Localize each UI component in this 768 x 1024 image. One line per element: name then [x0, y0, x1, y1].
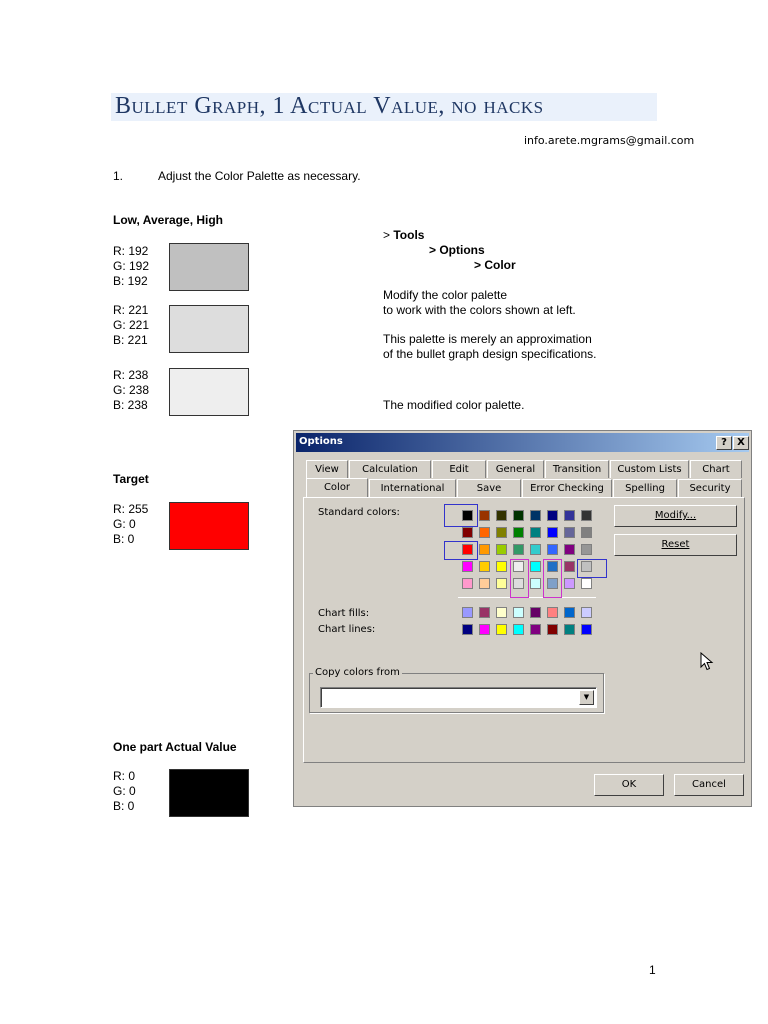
chart-fill-cell[interactable]: [530, 607, 541, 618]
chart-fill-cell[interactable]: [496, 607, 507, 618]
cancel-button[interactable]: Cancel: [674, 774, 744, 796]
rgb-low-g: G: 192: [113, 259, 150, 273]
author-email[interactable]: info.arete.mgrams@gmail.com: [524, 134, 695, 147]
close-icon[interactable]: X: [733, 436, 749, 450]
standard-color-cell[interactable]: [496, 527, 507, 538]
standard-color-cell[interactable]: [547, 527, 558, 538]
standard-color-cell[interactable]: [513, 544, 524, 555]
tab-color[interactable]: Color: [306, 478, 368, 498]
rgb-actual: [113, 769, 136, 814]
help-icon[interactable]: ?: [716, 436, 732, 450]
menu-prefix: >: [383, 228, 394, 242]
instruction-line: Modify the color palette: [383, 288, 508, 302]
mouse-pointer-icon: [700, 652, 714, 672]
standard-color-cell[interactable]: [547, 561, 558, 572]
standard-color-cell[interactable]: [564, 510, 575, 521]
rgb-average: [113, 303, 149, 348]
chart-line-cell[interactable]: [479, 624, 490, 635]
standard-color-cell[interactable]: [479, 561, 490, 572]
swatch-target: [169, 502, 249, 550]
instruction-line: This palette is merely an approximation: [383, 332, 592, 346]
rgb-target: [113, 502, 148, 547]
tab-international[interactable]: International: [369, 479, 456, 497]
reset-button-label: Reset: [661, 539, 690, 550]
standard-color-cell[interactable]: [462, 527, 473, 538]
swatch-low: [169, 243, 249, 291]
rgb-high: [113, 368, 149, 413]
rgb-actual-b: B: 0: [113, 799, 135, 813]
menu-path-color: > Color: [474, 258, 516, 272]
rgb-high-r: R: 238: [113, 368, 149, 382]
reset-button[interactable]: [614, 534, 737, 556]
standard-color-cell[interactable]: [581, 544, 592, 555]
rgb-average-r: R: 221: [113, 303, 149, 317]
menu-path-tools: [383, 228, 424, 242]
rgb-average-b: B: 221: [113, 333, 148, 347]
standard-color-cell[interactable]: [496, 578, 507, 589]
rgb-high-b: B: 238: [113, 398, 148, 412]
standard-color-cell[interactable]: [462, 578, 473, 589]
rgb-average-g: G: 221: [113, 318, 150, 332]
swatch-high: [169, 368, 249, 416]
standard-color-cell[interactable]: [462, 544, 473, 555]
tab-edit[interactable]: Edit: [432, 460, 486, 478]
dialog-title: Options: [299, 436, 343, 447]
chart-line-cell[interactable]: [581, 624, 592, 635]
rgb-target-r: R: 255: [113, 502, 149, 516]
dialog-titlebar[interactable]: [296, 433, 749, 452]
rgb-low-b: B: 192: [113, 274, 148, 288]
rgb-target-g: G: 0: [113, 517, 136, 531]
heading-target: Target: [113, 472, 149, 486]
chart-fill-cell[interactable]: [479, 607, 490, 618]
chart-line-cell[interactable]: [530, 624, 541, 635]
standard-color-cell[interactable]: [479, 527, 490, 538]
standard-color-cell[interactable]: [564, 578, 575, 589]
chart-fills-label: Chart fills:: [318, 608, 370, 619]
heading-actual-value: One part Actual Value: [113, 740, 237, 754]
tab-transition[interactable]: Transition: [545, 460, 609, 478]
tab-chart[interactable]: Chart: [690, 460, 742, 478]
tab-spelling[interactable]: Spelling: [613, 479, 677, 497]
menu-path-options: > Options: [429, 243, 485, 257]
standard-color-cell[interactable]: [530, 578, 541, 589]
chart-line-cell[interactable]: [513, 624, 524, 635]
standard-color-cell[interactable]: [581, 510, 592, 521]
tab-save[interactable]: Save: [457, 479, 521, 497]
page-title: Bullet Graph, 1 Actual Value, no hacks: [115, 93, 544, 119]
standard-color-cell[interactable]: [547, 578, 558, 589]
standard-color-cell[interactable]: [513, 578, 524, 589]
rgb-target-b: B: 0: [113, 532, 135, 546]
instruction-paragraph-3: The modified color palette.: [383, 398, 525, 412]
standard-color-cell[interactable]: [547, 544, 558, 555]
standard-color-cell[interactable]: [581, 561, 592, 572]
standard-color-cell[interactable]: [530, 544, 541, 555]
standard-color-cell[interactable]: [513, 510, 524, 521]
rgb-actual-r: R: 0: [113, 769, 136, 783]
standard-color-cell[interactable]: [564, 561, 575, 572]
tab-view[interactable]: View: [306, 460, 348, 478]
standard-color-cell[interactable]: [513, 527, 524, 538]
rgb-high-g: G: 238: [113, 383, 150, 397]
modify-button[interactable]: [614, 505, 737, 527]
standard-color-cell[interactable]: [462, 510, 473, 521]
standard-color-cell[interactable]: [581, 527, 592, 538]
instruction-paragraph-1: [383, 288, 576, 318]
tab-custom-lists[interactable]: Custom Lists: [610, 460, 689, 478]
chart-fill-cell[interactable]: [581, 607, 592, 618]
tab-calculation[interactable]: Calculation: [349, 460, 431, 478]
standard-color-cell[interactable]: [530, 527, 541, 538]
options-dialog: [293, 430, 752, 807]
page-number: 1: [649, 963, 656, 977]
chart-line-cell[interactable]: [462, 624, 473, 635]
ok-button[interactable]: OK: [594, 774, 664, 796]
tab-general[interactable]: General: [487, 460, 544, 478]
copy-colors-select[interactable]: [320, 687, 597, 708]
chart-fill-cell[interactable]: [513, 607, 524, 618]
copy-colors-label: Copy colors from: [315, 667, 400, 678]
standard-color-cell[interactable]: [479, 578, 490, 589]
standard-color-cell[interactable]: [479, 544, 490, 555]
standard-color-cell[interactable]: [496, 510, 507, 521]
chart-fill-cell[interactable]: [564, 607, 575, 618]
standard-color-cell[interactable]: [513, 561, 524, 572]
rgb-low-r: R: 192: [113, 244, 149, 258]
swatch-average: [169, 305, 249, 353]
rgb-low: [113, 244, 149, 289]
standard-colors-label: Standard colors:: [318, 507, 400, 518]
standard-color-cell[interactable]: [581, 578, 592, 589]
instruction-line: to work with the colors shown at left.: [383, 303, 576, 317]
standard-color-cell[interactable]: [547, 510, 558, 521]
chart-lines-label: Chart lines:: [318, 624, 376, 635]
standard-color-cell[interactable]: [479, 510, 490, 521]
chart-line-cell[interactable]: [496, 624, 507, 635]
chevron-down-icon[interactable]: ▼: [579, 690, 594, 705]
chart-fill-cell[interactable]: [547, 607, 558, 618]
step-text: Adjust the Color Palette as necessary.: [158, 169, 361, 183]
standard-color-cell[interactable]: [530, 510, 541, 521]
step-number: 1.: [113, 169, 124, 183]
standard-color-cell[interactable]: [564, 544, 575, 555]
standard-color-cell[interactable]: [496, 544, 507, 555]
swatch-actual: [169, 769, 249, 817]
chart-line-cell[interactable]: [564, 624, 575, 635]
tab-security[interactable]: Security: [678, 479, 742, 497]
standard-color-cell[interactable]: [462, 561, 473, 572]
tab-error-checking[interactable]: Error Checking: [522, 479, 612, 497]
heading-low-average-high: Low, Average, High: [113, 213, 224, 227]
chart-line-cell[interactable]: [547, 624, 558, 635]
standard-color-cell[interactable]: [496, 561, 507, 572]
modify-button-label: Modify...: [654, 510, 697, 521]
rgb-actual-g: G: 0: [113, 784, 136, 798]
chart-fill-cell[interactable]: [462, 607, 473, 618]
instruction-line: of the bullet graph design specifications.: [383, 347, 597, 361]
menu-tools: Tools: [393, 228, 425, 242]
standard-color-cell[interactable]: [530, 561, 541, 572]
instruction-paragraph-2: [383, 332, 596, 362]
standard-color-cell[interactable]: [564, 527, 575, 538]
